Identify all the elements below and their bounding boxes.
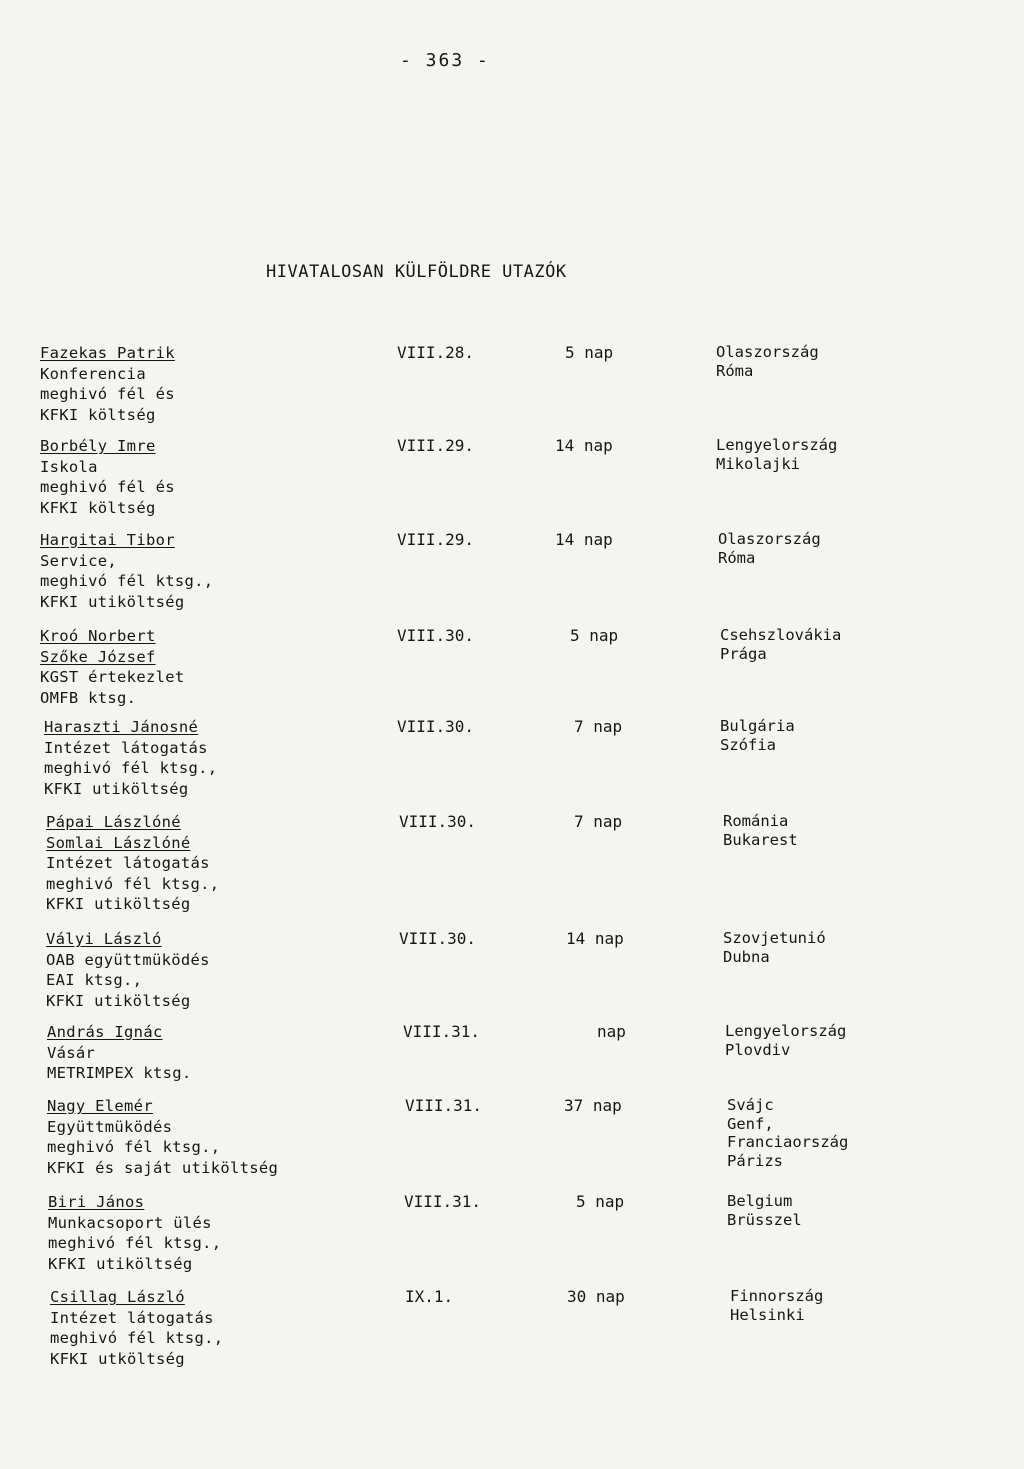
trip-detail-line: meghivó fél ktsg., [47, 1138, 221, 1156]
trip-detail-line: KGST értekezlet [40, 668, 185, 686]
trip-detail-line: KFKI és saját utiköltség [47, 1158, 279, 1177]
trip-detail-line: METRIMPEX ktsg. [47, 1064, 192, 1082]
trip-detail-line: Service, [40, 551, 118, 570]
trip-destination [730, 1287, 823, 1324]
trip-detail-line: Vásár [47, 1043, 96, 1062]
traveler-name: Fazekas Patrik [40, 344, 175, 362]
trip-detail-line: Intézet látogatás [50, 1308, 214, 1327]
destination-line: Plovdiv [725, 1040, 791, 1059]
trip-duration: 14 nap [566, 929, 624, 948]
trip-duration: 5 nap [576, 1192, 625, 1211]
traveler-details [40, 530, 420, 612]
trip-detail-line: meghivó fél ktsg., [44, 759, 218, 777]
destination-line: Bulgária [720, 717, 795, 735]
traveler-details [50, 1287, 430, 1369]
trip-detail-line: OMFB ktsg. [40, 688, 137, 707]
trip-detail-line: Iskola [40, 457, 98, 476]
trip-destination [716, 343, 819, 380]
travel-entry [0, 436, 1024, 526]
trip-detail-line: Együttmüködés [47, 1117, 173, 1136]
trip-date: VIII.31. [403, 1022, 481, 1041]
trip-detail-line: meghivó fél ktsg., [40, 572, 214, 590]
destination-line: Olaszország [718, 530, 821, 548]
destination-line: Párizs [727, 1151, 783, 1170]
trip-duration: 37 nap [564, 1096, 622, 1115]
trip-duration: 30 nap [567, 1287, 625, 1306]
traveler-name: Haraszti Jánosné [44, 718, 199, 736]
trip-date: VIII.31. [405, 1096, 483, 1115]
travel-entry [0, 1096, 1024, 1186]
trip-detail-line: EAI ktsg., [46, 971, 143, 989]
trip-date: VIII.28. [397, 343, 475, 362]
trip-duration: 5 nap [570, 626, 619, 645]
trip-destination [727, 1192, 802, 1229]
traveler-details [40, 626, 420, 708]
trip-detail-line: Intézet látogatás [46, 854, 210, 872]
trip-date: VIII.30. [399, 812, 477, 831]
traveler-details [47, 1022, 427, 1084]
trip-detail-line: KFKI költség [40, 498, 156, 517]
destination-line: Prága [720, 644, 767, 663]
trip-date: VIII.30. [397, 626, 475, 645]
trip-detail-line: KFKI utiköltség [40, 592, 185, 611]
page-number: - 363 - [400, 50, 490, 71]
trip-destination [720, 626, 841, 663]
trip-destination [718, 530, 821, 567]
destination-line: Franciaország [727, 1133, 849, 1151]
travel-entry [0, 626, 1024, 716]
destination-line: Bukarest [723, 830, 798, 849]
trip-detail-line: OAB együttmüködés [46, 950, 210, 969]
traveler-name: Hargitai Tibor [40, 531, 175, 549]
traveler-details [40, 343, 420, 425]
trip-detail-line: KFKI utiköltség [48, 1254, 193, 1273]
destination-line: Róma [718, 548, 756, 567]
traveler-details [46, 929, 426, 1011]
traveler-details [46, 812, 426, 915]
trip-date: IX.1. [405, 1287, 454, 1306]
destination-line: Szovjetunió [723, 929, 826, 947]
traveler-name: Szőke József [40, 647, 156, 666]
traveler-name: András Ignác [47, 1023, 163, 1041]
traveler-name: Kroó Norbert [40, 627, 156, 645]
trip-date: VIII.29. [397, 436, 475, 455]
trip-destination [727, 1096, 848, 1170]
destination-line: Románia [723, 812, 789, 830]
traveler-name: Csillag László [50, 1288, 185, 1306]
traveler-details [47, 1096, 427, 1178]
travel-entry [0, 812, 1024, 913]
trip-duration: 14 nap [555, 530, 613, 549]
destination-line: Svájc [727, 1096, 774, 1114]
trip-date: VIII.29. [397, 530, 475, 549]
traveler-details [48, 1192, 428, 1274]
destination-line: Lengyelország [725, 1022, 847, 1040]
trip-detail-line: KFKI utiköltség [46, 991, 191, 1010]
trip-detail-line: Konferencia [40, 364, 146, 383]
traveler-name: Nagy Elemér [47, 1097, 153, 1115]
destination-line: Genf, [727, 1114, 774, 1133]
traveler-details [40, 436, 420, 518]
destination-line: Mikolajki [716, 454, 800, 473]
traveler-name: Borbély Imre [40, 437, 156, 455]
trip-duration: 7 nap [574, 717, 623, 736]
trip-detail-line: KFKI utiköltség [44, 779, 189, 798]
destination-line: Brüsszel [727, 1210, 802, 1229]
trip-duration: nap [597, 1022, 626, 1041]
document-title: HIVATALOSAN KÜLFÖLDRE UTAZÓK [266, 262, 567, 282]
traveler-details [44, 717, 424, 799]
trip-duration: 5 nap [565, 343, 614, 362]
destination-line: Csehszlovákia [720, 626, 842, 644]
trip-destination [723, 812, 798, 849]
trip-duration: 7 nap [574, 812, 623, 831]
trip-date: VIII.30. [399, 929, 477, 948]
trip-detail-line: meghivó fél és [40, 385, 175, 403]
trip-duration: 14 nap [555, 436, 613, 455]
destination-line: Helsinki [730, 1305, 805, 1324]
trip-destination [720, 717, 795, 754]
traveler-name: Somlai Lászlóné [46, 833, 191, 852]
destination-line: Lengyelország [716, 436, 838, 454]
destination-line: Szófia [720, 735, 776, 754]
travel-entry [0, 343, 1024, 433]
travel-entry [0, 1192, 1024, 1282]
trip-detail-line: KFKI utköltség [50, 1349, 185, 1368]
trip-detail-line: KFKI költség [40, 405, 156, 424]
destination-line: Róma [716, 361, 754, 380]
travel-entry [0, 929, 1024, 1019]
destination-line: Finnország [730, 1287, 824, 1305]
destination-line: Dubna [723, 947, 770, 966]
trip-detail-line: meghivó fél ktsg., [46, 874, 220, 893]
trip-detail-line: meghivó fél ktsg., [50, 1329, 224, 1347]
travel-entry [0, 530, 1024, 620]
traveler-name: Biri János [48, 1193, 145, 1211]
trip-date: VIII.30. [397, 717, 475, 736]
trip-detail-line: meghivó fél és [40, 478, 175, 496]
trip-detail-line: Munkacsoport ülés [48, 1213, 212, 1232]
trip-destination [723, 929, 826, 966]
trip-destination [716, 436, 837, 473]
travel-entry [0, 1287, 1024, 1377]
destination-line: Olaszország [716, 343, 819, 361]
travel-entry [0, 717, 1024, 807]
traveler-name: Vályi László [46, 930, 162, 948]
trip-detail-line: Intézet látogatás [44, 738, 208, 757]
trip-destination [725, 1022, 846, 1059]
destination-line: Belgium [727, 1192, 793, 1210]
traveler-name: Pápai Lászlóné [46, 813, 181, 831]
trip-date: VIII.31. [404, 1192, 482, 1211]
trip-detail-line: meghivó fél ktsg., [48, 1234, 222, 1252]
trip-detail-line: KFKI utiköltség [46, 895, 191, 913]
